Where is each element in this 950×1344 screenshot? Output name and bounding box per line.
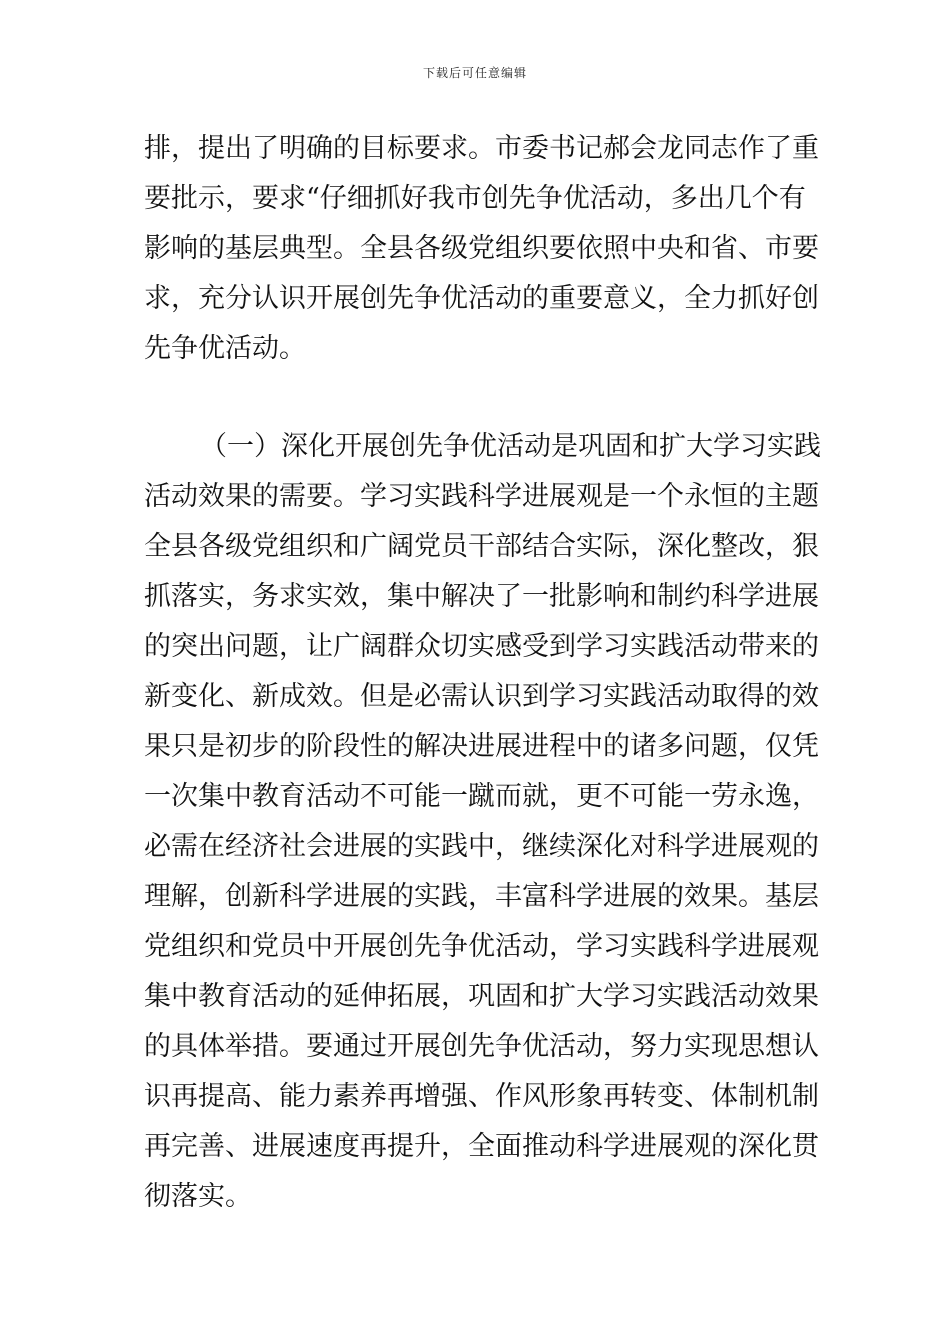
- text-line: 党组织和党员中开展创先争优活动，学习实践科学进展观: [144, 931, 819, 962]
- text-line: 集中教育活动的延伸拓展，巩固和扩大学习实践活动效果: [144, 981, 819, 1012]
- text-line: 求，充分认识开展创先争优活动的重要意义，全力抓好创: [144, 283, 819, 314]
- text-line: 活动效果的需要。学习实践科学进展观是一个永恒的主题: [144, 481, 819, 512]
- text-line: 先争优活动。: [144, 333, 306, 364]
- text-line: 的具体举措。要通过开展创先争优活动，努力实现思想认: [144, 1031, 819, 1062]
- text-line: 识再提高、能力素养再增强、作风形象再转变、体制机制: [144, 1081, 819, 1112]
- text-line: 排，提出了明确的目标要求。市委书记郝会龙同志作了重: [144, 133, 819, 164]
- text-line: 的突出问题，让广阔群众切实感受到学习实践活动带来的: [144, 631, 819, 662]
- text-line: 理解，创新科学进展的实践，丰富科学进展的效果。基层: [144, 881, 819, 912]
- text-line: 抓落实，务求实效，集中解决了一批影响和制约科学进展: [144, 581, 819, 612]
- text-line: 一次集中教育活动不可能一蹴而就，更不可能一劳永逸，: [144, 781, 819, 812]
- text-line: 全县各级党组织和广阔党员干部结合实际，深化整改，狠: [144, 531, 819, 562]
- text-line: 彻落实。: [144, 1181, 252, 1212]
- text-line: （一）深化开展创先争优活动是巩固和扩大学习实践: [200, 431, 821, 462]
- text-line: 必需在经济社会进展的实践中，继续深化对科学进展观的: [144, 831, 819, 862]
- text-line: 要批示，要求“仔细抓好我市创先争优活动，多出几个有: [144, 183, 806, 214]
- text-line: 影响的基层典型。全县各级党组织要依照中央和省、市要: [144, 233, 819, 264]
- text-line: 新变化、新成效。但是必需认识到学习实践活动取得的效: [144, 681, 819, 712]
- text-line: 果只是初步的阶段性的解决进展进程中的诸多问题，仅凭: [144, 731, 819, 762]
- text-line: 再完善、进展速度再提升，全面推动科学进展观的深化贯: [144, 1131, 819, 1162]
- page-header: 下载后可任意编辑: [422, 66, 527, 80]
